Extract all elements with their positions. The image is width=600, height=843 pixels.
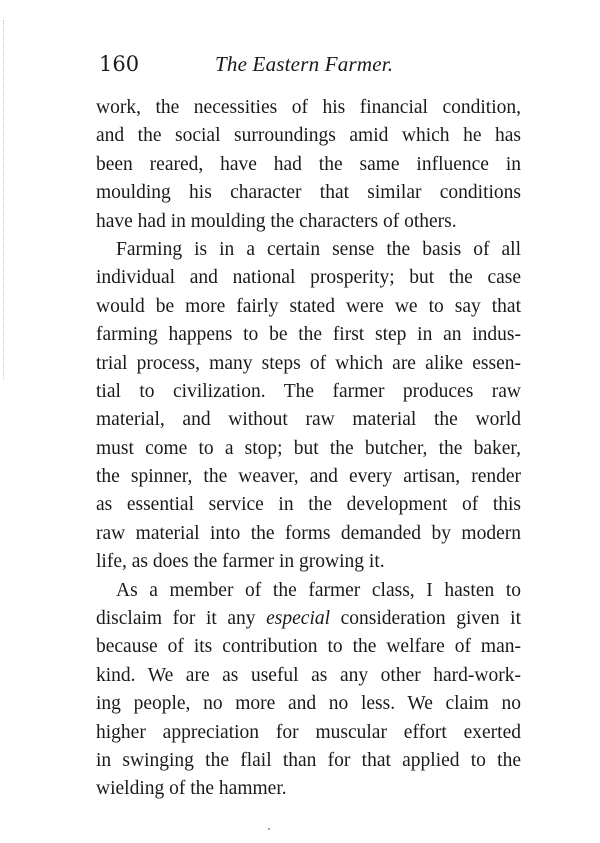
body-text [96, 94, 521, 804]
text-line: wielding of the hammer. [96, 778, 287, 800]
text-line: must come to a stop; but the butcher, the baker, [96, 437, 521, 459]
text-line: farming happens to be the first step in an indus- [96, 324, 521, 346]
text-line: moulding his character that similar conditions [96, 182, 521, 204]
text-line: ing people, no more and no less. We claim no [96, 693, 521, 715]
text-line: Farming is in a certain sense the basis of all [116, 238, 521, 260]
text-line: trial process, many steps of which are alike essen- [96, 352, 521, 374]
text-line: been reared, have had the same influence in [96, 153, 521, 175]
text-line: in swinging the flail than for that applied to the [96, 749, 521, 771]
text-line: raw material into the forms demanded by modern [96, 522, 521, 544]
text-line: would be more fairly stated were we to say that [96, 295, 521, 317]
text-line-with-emphasis [96, 605, 521, 633]
text-line: because of its contribution to the welfare of man- [96, 636, 521, 658]
text-line: higher appreciation for muscular effort exerted [96, 721, 521, 743]
text-line: As a member of the farmer class, I hasten to [116, 579, 521, 601]
text-segment: consideration given it [330, 608, 521, 630]
binding-edge-marks [3, 20, 6, 380]
text-segment: disclaim for it any [96, 608, 267, 630]
text-line: as essential service in the development of this [96, 494, 521, 516]
text-line: the spinner, the weaver, and every artisan, render [96, 466, 521, 488]
text-line: work, the necessities of his financial condition, [96, 97, 521, 118]
text-line: and the social surroundings amid which he has [96, 125, 521, 147]
text-line: kind. We are as useful as any other hard-work- [96, 664, 521, 686]
print-speck [268, 828, 270, 830]
text-line: have had in moulding the characters of others. [96, 210, 457, 232]
emphasized-word: especial [266, 608, 331, 630]
text-line: individual and national prosperity; but the case [96, 267, 521, 289]
text-line: tial to civilization. The farmer produces raw [96, 380, 521, 402]
running-title: The Eastern Farmer. [215, 52, 394, 76]
page-header [99, 52, 519, 82]
text-line: material, and without raw material the world [96, 409, 521, 431]
text-line: life, as does the farmer in growing it. [96, 551, 385, 573]
page-number: 160 [99, 52, 140, 76]
